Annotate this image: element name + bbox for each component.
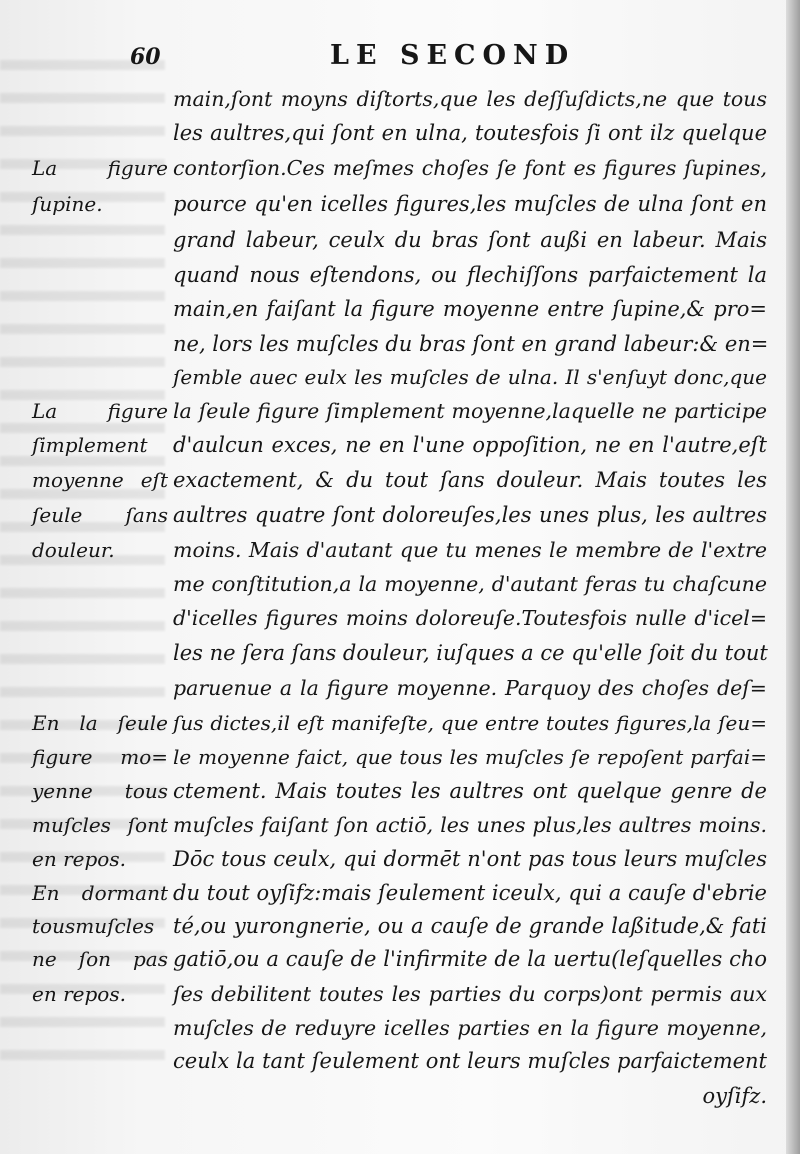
text-line: aultres quatre ſont doloreuſes,les unes plus, les aultres — [173, 503, 767, 527]
text-line: gatiō,ou a cauſe de l'infirmite de la uertu(leſquelles cho — [173, 947, 767, 971]
margin-note-line: ſupine. — [32, 192, 103, 216]
margin-note-line: tousmuſcles — [32, 914, 155, 938]
margin-note-line: douleur. — [32, 538, 115, 562]
text-line: ſes debilitent toutes les parties du corps)ont permis aux — [173, 982, 767, 1006]
margin-note-line: ſimplement — [32, 433, 148, 457]
text-line: Dōc tous ceulx, qui dormēt n'ont pas tous leurs muſcles — [173, 847, 767, 871]
text-line: main,en faiſant la figure moyenne entre ſupine,& pro= — [173, 297, 767, 321]
margin-note-line: En dormant — [32, 881, 168, 905]
margin-note-line: en repos. — [32, 982, 126, 1006]
margin-note-line: figure mo= — [32, 745, 168, 769]
text-line: quand nous eſtendons, ou flechiſſons parfaictement la — [173, 263, 767, 287]
text-line: paruenue a la figure moyenne. Parquoy des choſes deſ= — [173, 676, 767, 700]
margin-note-line: La figure — [32, 399, 168, 423]
text-line: du tout oyſifz:mais ſeulement iceulx, qui a cauſe d'ebrie — [173, 881, 767, 905]
text-line: ſemble auec eulx les muſcles de ulna. Il s'enſuyt donc,que — [173, 365, 767, 389]
margin-note-line: En la ſeule — [32, 711, 168, 735]
text-line: pource qu'en icelles figures,les muſcles de ulna ſont en — [173, 192, 767, 216]
margin-note-line: en repos. — [32, 847, 126, 871]
text-line: oyſifz. — [702, 1084, 767, 1108]
text-line: exactement, & du tout ſans douleur. Mais toutes les — [173, 468, 767, 492]
running-head: LE SECOND — [330, 40, 576, 71]
margin-note-line: muſcles ſont — [32, 813, 168, 837]
text-line: les ne ſera ſans douleur, iuſques a ce qu'elle ſoit du tout — [173, 641, 768, 665]
text-line: me conſtitution,a la moyenne, d'autant feras tu chaſcune — [173, 572, 767, 596]
margin-note-line: ſeule ſans — [32, 503, 168, 527]
margin-note-line: ne ſon pas — [32, 947, 168, 971]
text-line: moins. Mais d'autant que tu menes le membre de l'extre — [173, 538, 767, 562]
text-line: main,ſont moyns diſtorts,que les deſſuſdicts,ne que tous — [173, 87, 767, 111]
text-line: les aultres,qui ſont en ulna, toutesfois ſi ont ilz quelque — [173, 121, 767, 145]
text-line: ctement. Mais toutes les aultres ont quelque genre de — [173, 779, 767, 803]
text-line: grand labeur, ceulx du bras ſont außi en labeur. Mais — [173, 228, 767, 252]
page-edge-shadow — [786, 0, 800, 1154]
text-line: d'aulcun exces, ne en l'une oppoſition, ne en l'autre,eſt — [173, 433, 767, 457]
text-line: ceulx la tant ſeulement ont leurs muſcles parfaictement — [173, 1049, 767, 1073]
text-line: ſus dictes,il eſt manifeſte, que entre toutes figures,la ſeu= — [173, 711, 767, 735]
page-number: 60 — [130, 44, 161, 70]
text-line: ne, lors les muſcles du bras ſont en grand labeur:& en= — [173, 332, 769, 356]
margin-note-line: yenne tous — [32, 779, 168, 803]
text-line: contorſion.Ces meſmes choſes ſe font es figures ſupines, — [173, 156, 767, 180]
text-line: muſcles faiſant ſon actiō, les unes plus,les aultres moins. — [173, 813, 767, 837]
text-line: la ſeule figure ſimplement moyenne,laquelle ne participe — [173, 399, 767, 423]
text-line: té,ou yurongnerie, ou a cauſe de grande laßitude,& fati — [173, 914, 767, 938]
text-line: muſcles de reduyre icelles parties en la figure moyenne, — [173, 1016, 767, 1040]
margin-note-line: moyenne eſt — [32, 468, 168, 492]
margin-note-line: La figure — [32, 156, 168, 180]
text-line: d'icelles figures moins doloreuſe.Toutesfois nulle d'icel= — [173, 606, 767, 630]
text-line: le moyenne faict, que tous les muſcles ſe repoſent parfai= — [173, 745, 767, 769]
